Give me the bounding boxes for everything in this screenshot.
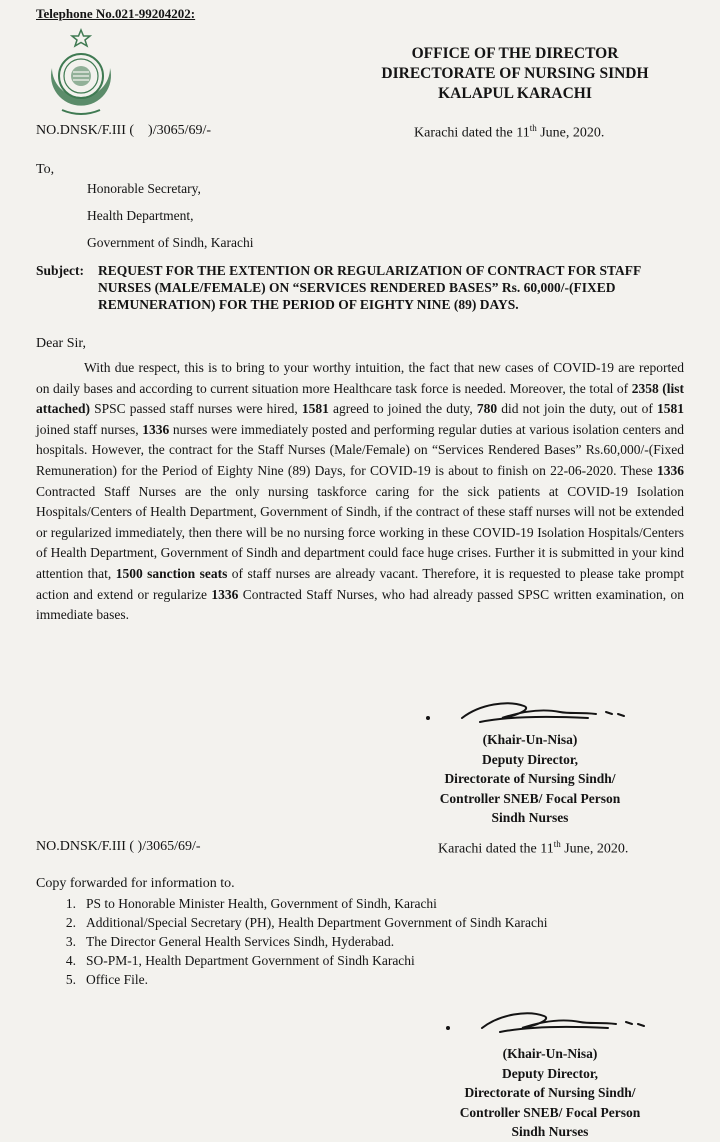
list-text: Additional/Special Secretary (PH), Health Department Government of Sindh Karachi: [86, 915, 548, 930]
telephone-number: Telephone No.021-99204202:: [36, 6, 196, 21]
list-number: 1.: [65, 896, 76, 911]
to-label: To,: [36, 162, 55, 177]
recipient-line-1: Honorable Secretary,: [87, 181, 201, 196]
list-number: 4.: [65, 953, 76, 968]
date-sup: th: [529, 123, 537, 133]
date-sup: th: [553, 839, 561, 849]
body-bold: 2358 (list attached): [36, 380, 685, 417]
office-line-2: DIRECTORATE OF NURSING SINDH: [381, 65, 649, 82]
body-text: joined staff nurses,: [36, 421, 143, 437]
list-number: 3.: [65, 934, 76, 949]
date-suffix: June, 2020.: [560, 841, 629, 857]
body-bold: 1500 sanction seats: [115, 565, 228, 581]
body-text: Contracted Staff Nurses, who had already passed SPSC written examination, on immediate bases.: [36, 586, 684, 623]
body-bold: 1336: [142, 421, 170, 437]
signature-scribble-copy: [440, 1004, 660, 1038]
body-bold: 1336: [657, 462, 684, 478]
body-bold: 780: [476, 401, 498, 417]
signer-role: Controller SNEB/ Focal Person: [439, 790, 621, 806]
body-text: of staff nurses are already vacant. Therefore, it is requested to please take prompt action and extend or regularize: [36, 565, 684, 602]
office-heading: [355, 44, 675, 104]
date-prefix: Karachi dated the 11: [438, 841, 554, 857]
copy-intro: Copy forwarded for information to.: [36, 876, 235, 891]
subject-text: REQUEST FOR THE EXTENTION OR REGULARIZATION OF CONTRACT FOR STAFF NURSES (MALE/FEMALE) ON “SERVICES RENDERED BASES” Rs. 60,000/-(FIXED REMUNERATION) FOR THE PERIOD OF EIGHTY NINE (89) DAYS.: [98, 263, 641, 312]
letter-date-copy: [438, 839, 628, 858]
letter-body: [36, 358, 684, 626]
list-text: Office File.: [86, 972, 148, 987]
list-item: [36, 913, 548, 932]
list-text: The Director General Health Services Sindh, Hyderabad.: [86, 934, 395, 949]
signer-title: Deputy Director,: [502, 1065, 598, 1081]
signature-scribble: [420, 694, 640, 728]
signer-dept: Directorate of Nursing Sindh/: [464, 1085, 636, 1100]
office-line-1: OFFICE OF THE DIRECTOR: [411, 45, 619, 62]
signer-unit: Sindh Nurses: [511, 1124, 589, 1139]
recipient-line-2: Health Department,: [87, 208, 194, 223]
list-item: [36, 970, 548, 989]
subject-block: [36, 262, 686, 313]
signer-name: (Khair-Un-Nisa): [482, 732, 578, 747]
date-prefix: Karachi dated the 11: [414, 125, 530, 141]
list-number: 5.: [65, 972, 76, 987]
signature-block: [405, 730, 655, 828]
body-text: nurses were immediately posted and performing regular duties at various isolation centers and hospitals. However, the contract for the Staff Nurses (Male/Female) on “Services Rendered Bases” Rs.60,000/-(Fixed Remuneration) for the Period of Eighty Nine (89) Days, for COVID-19 is about to finish on 22-06-2020. These: [36, 421, 684, 478]
list-item: [36, 932, 548, 951]
list-item: [36, 951, 548, 970]
list-number: 2.: [65, 915, 76, 930]
recipient-line-3: Government of Sindh, Karachi: [87, 235, 254, 250]
copy-list: [36, 894, 548, 989]
sindh-government-seal: [40, 28, 122, 120]
list-text: SO-PM-1, Health Department Government of Sindh Karachi: [86, 953, 415, 968]
list-item: [36, 894, 548, 913]
body-bold: 1581: [657, 401, 684, 417]
body-text: With due respect, this is to bring to your worthy intuition, the fact that new cases of COVID-19 are reported on daily bases and according to current situation more Healthcare task force is needed. Moreover, the total of: [36, 360, 684, 396]
salutation: Dear Sir,: [36, 336, 86, 351]
office-line-3: KALAPUL KARACHI: [438, 85, 592, 102]
reference-number-copy: NO.DNSK/F.III ( )/3065/69/-: [36, 839, 201, 854]
signer-dept: Directorate of Nursing Sindh/: [444, 771, 616, 786]
reference-number: NO.DNSK/F.III ( )/3065/69/-: [36, 123, 212, 138]
signer-role: Controller SNEB/ Focal Person: [459, 1104, 641, 1120]
body-text: agreed to joined the duty,: [328, 401, 477, 417]
body-text: SPSC passed staff nurses were hired,: [90, 401, 302, 417]
body-bold: 1336: [211, 586, 239, 602]
list-text: PS to Honorable Minister Health, Government of Sindh, Karachi: [86, 896, 437, 911]
body-bold: 1581: [301, 401, 329, 417]
letter-date: [414, 123, 604, 142]
signer-title: Deputy Director,: [482, 751, 578, 767]
signer-name: (Khair-Un-Nisa): [502, 1046, 598, 1061]
signer-unit: Sindh Nurses: [491, 810, 569, 825]
body-text: Contracted Staff Nurses are the only nursing taskforce caring for the sick patients at COVID-19 Isolation Hospitals/Centers of Health Department, Government of Sindh, if the contract of these staff nurses will not be extended or regularized immediately, then there will be no nursing force working in these COVID-19 Isolation Hospitals/Centers of Health Department, Government of Sindh and department could face huge crises. Further it is submitted in your kind attention that,: [36, 483, 684, 581]
body-text: did not join the duty, out of: [497, 401, 657, 417]
subject-label: Subject:: [36, 263, 84, 278]
body-paragraph: [36, 358, 684, 626]
date-suffix: June, 2020.: [536, 125, 605, 141]
